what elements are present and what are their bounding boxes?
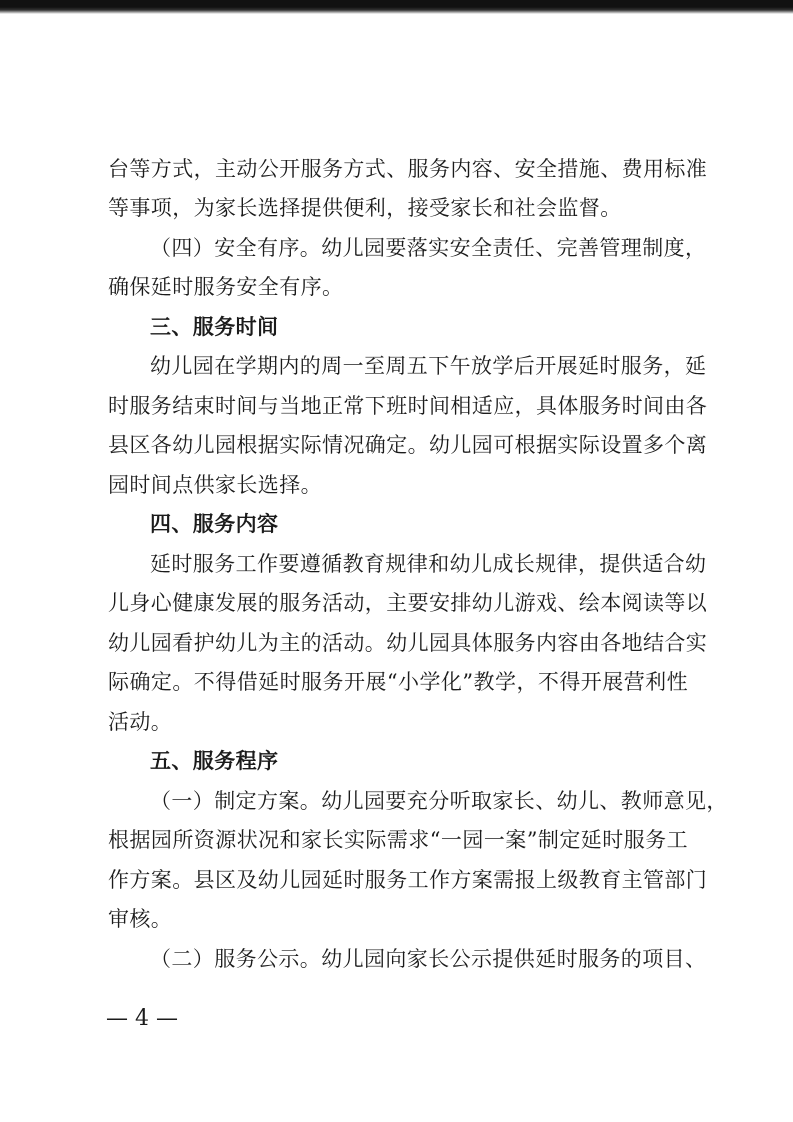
paragraph-line: 县区各幼儿园根据实际情况确定。幼儿园可根据实际设置多个离 [108, 433, 708, 457]
paragraph-line: 园时间点供家长选择。 [108, 473, 322, 497]
paragraph-line: 审核。 [108, 907, 173, 931]
paragraph-line: （一）制定方案。幼儿园要充分听取家长、幼儿、教师意见， [150, 789, 728, 813]
paragraph-line: 际确定。不得借延时服务开展“小学化”教学，不得开展营利性 [108, 670, 688, 694]
section-heading: 四、服务内容 [150, 512, 279, 536]
paragraph-line: 台等方式，主动公开服务方式、服务内容、安全措施、费用标准 [108, 157, 708, 181]
paragraph-line: （二）服务公示。幼儿园向家长公示提供延时服务的项目、 [150, 947, 707, 971]
paragraph-line: 根据园所资源状况和家长实际需求“一园一案”制定延时服务工 [108, 828, 688, 852]
section-heading: 三、服务时间 [150, 315, 279, 339]
paragraph-line: （四）安全有序。幼儿园要落实安全责任、完善管理制度， [150, 236, 707, 260]
paragraph-line: 幼儿园看护幼儿为主的活动。幼儿园具体服务内容由各地结合实 [108, 631, 708, 655]
paragraph-line: 幼儿园在学期内的周一至周五下午放学后开展延时服务，延 [150, 354, 707, 378]
section-heading: 五、服务程序 [150, 749, 279, 773]
paragraph-line: 作方案。县区及幼儿园延时服务工作方案需报上级教育主管部门 [108, 868, 708, 892]
page-number: — 4 — [106, 1006, 178, 1031]
paragraph-line: 延时服务工作要遵循教育规律和幼儿成长规律，提供适合幼 [150, 552, 707, 576]
paragraph-line: 确保延时服务安全有序。 [108, 275, 344, 299]
paragraph-line: 活动。 [108, 710, 173, 734]
paragraph-line: 等事项，为家长选择提供便利，接受家长和社会监督。 [108, 196, 622, 220]
paragraph-line: 儿身心健康发展的服务活动，主要安排幼儿游戏、绘本阅读等以 [108, 591, 708, 615]
paragraph-line: 时服务结束时间与当地正常下班时间相适应，具体服务时间由各 [108, 394, 708, 418]
top-rule [0, 0, 793, 14]
